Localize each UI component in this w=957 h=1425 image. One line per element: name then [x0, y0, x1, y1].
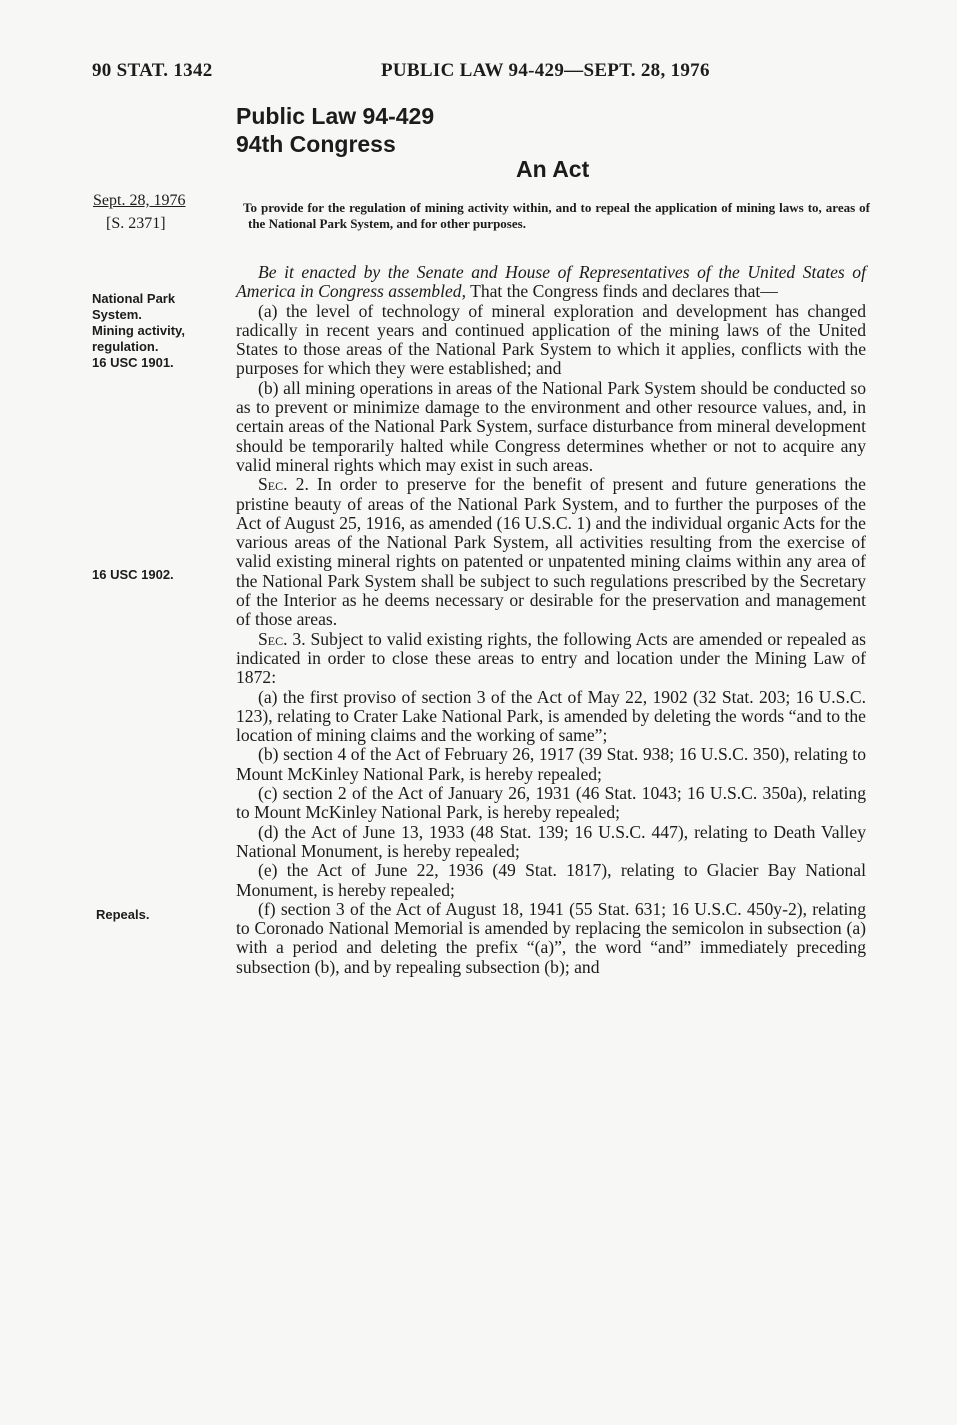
section-text: In order to preserve for the benefit of present and future generations the pristine beauty of areas of the National Park System, and to further the purposes of the Act of August 25, 1916, as amended (16 U.S.C. 1) and the individual organic Acts for the various areas of the National Park System, all activities resulting from the exercise of valid existing mineral rights on patented or unpatented mining claims within any area of the National Park System shall be subject to such regulations prescribed by the Secretary of the Interior as he deems necessary or desirable for the preservation and management of those areas.	[236, 474, 866, 630]
section-3	[236, 630, 866, 688]
sec3-item-f: (f) section 3 of the Act of August 18, 1941 (55 Stat. 631; 16 U.S.C. 450y-2), relating to Coronado National Memorial is amended by replacing the semicolon in subsection (a) with a period and deleting the prefix “(a)”, the word “and” immediately preceding subsection (b), and by repealing subsection (b); and	[236, 898, 866, 977]
margin-line: regulation.	[92, 339, 159, 354]
enacting-paragraph	[236, 263, 866, 302]
sec3-item-a: (a) the first proviso of section 3 of the Act of May 22, 1902 (32 Stat. 203; 16 U.S.C. 123), relating to Crater Lake National Park, is amended by deleting the words “and to the location of mining claims and the working of same”;	[236, 686, 866, 746]
act-body	[236, 263, 866, 977]
congress-heading: 94th Congress	[236, 131, 396, 157]
margin-note-usc-1902: 16 USC 1902.	[92, 567, 174, 582]
an-act-heading: An Act	[516, 156, 590, 182]
section-2	[236, 475, 866, 629]
margin-line: Mining activity,	[92, 323, 185, 338]
law-number-heading: Public Law 94-429	[236, 103, 435, 129]
margin-date: Sept. 28, 1976	[93, 192, 186, 209]
running-header: PUBLIC LAW 94-429—SEPT. 28, 1976	[381, 60, 710, 81]
section-text: Subject to valid existing rights, the following Acts are amended or repealed as indicated in order to close these areas to entry and location under the Mining Law of 1872:	[236, 628, 866, 688]
enacting-rest: That the Congress finds and declares that—	[466, 281, 778, 302]
margin-note-repeals: Repeals.	[96, 907, 150, 922]
margin-line: 16 USC 1901.	[92, 355, 174, 370]
sec3-item-e: (e) the Act of June 22, 1936 (49 Stat. 1817), relating to Glacier Bay National Monument, is hereby repealed;	[236, 860, 866, 900]
enacting-clause: Be it enacted by the Senate and House of Representatives of the United States of America in Congress assembled,	[236, 262, 866, 302]
margin-line: System.	[92, 307, 142, 322]
section-label: Sec. 2.	[258, 474, 309, 495]
margin-line: National Park	[92, 291, 176, 306]
finding-b: (b) all mining operations in areas of the National Park System should be conducted so as to prevent or minimize damage to the environment and other resource values, and, in certain areas of the National Park System, surface disturbance from mineral development should be temporarily halted while Congress determines whether or not to acquire any valid mineral rights which may exist in such areas.	[236, 377, 866, 475]
section-label: Sec. 3.	[258, 628, 306, 649]
sec3-item-c: (c) section 2 of the Act of January 26, 1931 (46 Stat. 1043; 16 U.S.C. 350a), relating to Mount McKinley National Park, is hereby repealed;	[236, 783, 866, 823]
sec3-item-d: (d) the Act of June 13, 1933 (48 Stat. 139; 16 U.S.C. 447), relating to Death Valley National Monument, is hereby repealed;	[236, 821, 866, 861]
act-purpose: To provide for the regulation of mining activity within, and to repeal the application of mining laws to, areas of the National Park System, and for other purposes.	[243, 200, 870, 231]
margin-bill-number: [S. 2371]	[106, 215, 166, 232]
finding-a: (a) the level of technology of mineral exploration and development has changed radically in recent years and continued application of the mining laws of the United States to those areas of the National Park System to which it applies, conflicts with the purposes for which they were established; and	[236, 300, 866, 379]
sec3-item-b: (b) section 4 of the Act of February 26, 1917 (39 Stat. 938; 16 U.S.C. 350), relating to Mount McKinley National Park, is hereby repealed;	[236, 744, 866, 784]
page-stat-citation: 90 STAT. 1342	[92, 60, 213, 81]
margin-note-nps	[92, 291, 222, 371]
